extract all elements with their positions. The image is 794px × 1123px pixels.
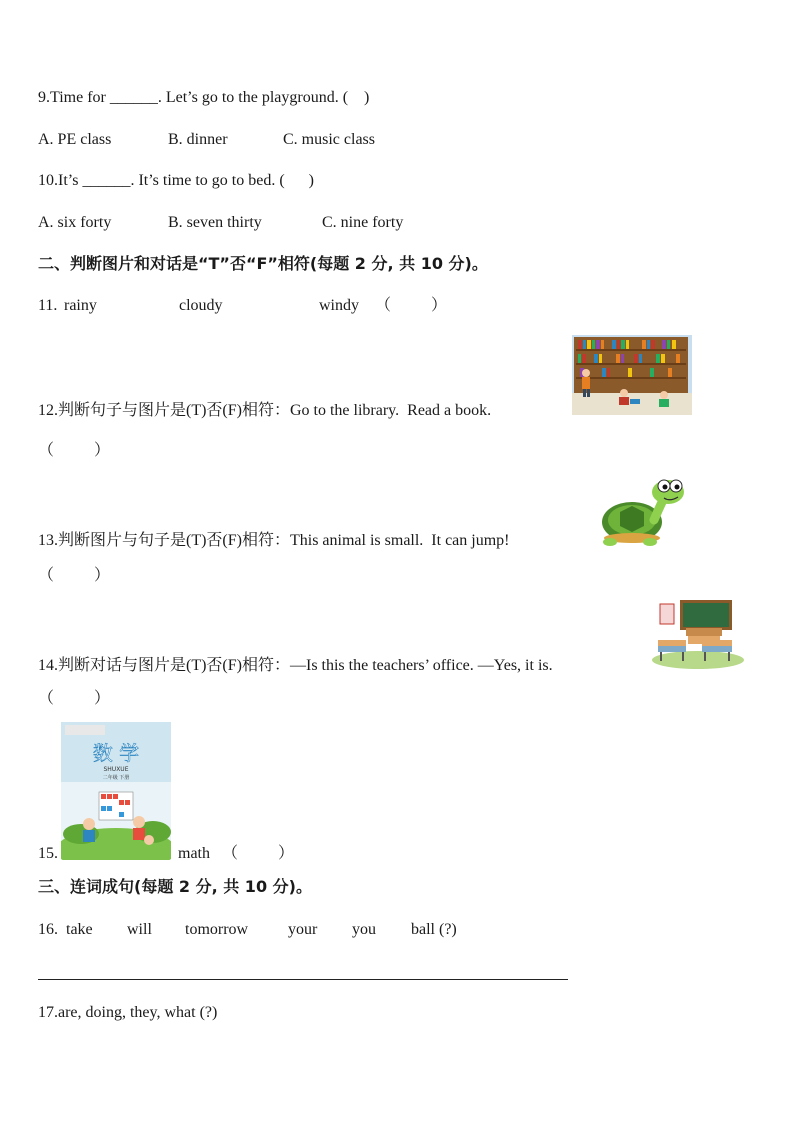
q11-word-rainy: rainy [64, 297, 97, 314]
question-9: 9.Time for ______. Let’s go to the playground. ( ) [38, 89, 370, 106]
question-14: 14.判断对话与图片是(T)否(F)相符：—Is this the teachers’ office. —Yes, it is. [38, 657, 553, 674]
question-12: 12.判断句子与图片是(T)否(F)相符：Go to the library. Read a book. [38, 402, 492, 419]
q16-word-tomorrow: tomorrow [185, 921, 249, 938]
classroom-picture [650, 598, 746, 670]
q16-word-will: will [127, 921, 152, 938]
q13-answer-parens: （ ） [38, 567, 111, 584]
question-15-number: 15. [38, 845, 58, 862]
question-13: 13.判断图片与句子是(T)否(F)相符：This animal is small. It can jump! [38, 532, 510, 549]
question-16-number: 16. [38, 921, 58, 938]
textbook-title: 数 学 [92, 741, 140, 765]
q16-answer-line[interactable] [38, 979, 568, 980]
q11-word-windy: windy [319, 297, 359, 314]
textbook-pinyin: SHUXUE [103, 766, 129, 773]
q12-answer-parens: （ ） [38, 442, 111, 459]
question-17: 17.are, doing, they, what (?) [38, 1004, 218, 1021]
q15-answer-parens: （ ） [222, 845, 295, 862]
q16-word-take: take [66, 921, 93, 938]
q10-option-c: C. nine forty [322, 214, 404, 231]
textbook-grade: 二年级 下册 [102, 775, 130, 781]
q9-option-b: B. dinner [168, 131, 228, 148]
section-2-heading: 二、判断图片和对话是“T”否“F”相符(每题 2 分, 共 10 分)。 [38, 254, 488, 273]
q15-word-math: math [178, 845, 210, 862]
q16-word-ball: ball (?) [411, 921, 457, 938]
question-10: 10.It’s ______. It’s time to go to bed. ( ) [38, 172, 314, 189]
q10-option-a: A. six forty [38, 214, 112, 231]
q10-option-b: B. seven thirty [168, 214, 262, 231]
q9-option-c: C. music class [283, 131, 375, 148]
library-picture [572, 335, 692, 415]
section-3-heading: 三、连词成句(每题 2 分, 共 10 分)。 [38, 877, 312, 896]
q16-word-you: you [352, 921, 376, 938]
turtle-picture [598, 476, 690, 548]
q14-answer-parens: （ ） [38, 690, 111, 707]
math-textbook-picture [61, 722, 171, 860]
q11-word-cloudy: cloudy [179, 297, 223, 314]
question-11-number: 11. [38, 297, 58, 314]
q11-answer-parens: （ ） [375, 297, 448, 314]
q9-option-a: A. PE class [38, 131, 112, 148]
q16-word-your: your [288, 921, 318, 938]
